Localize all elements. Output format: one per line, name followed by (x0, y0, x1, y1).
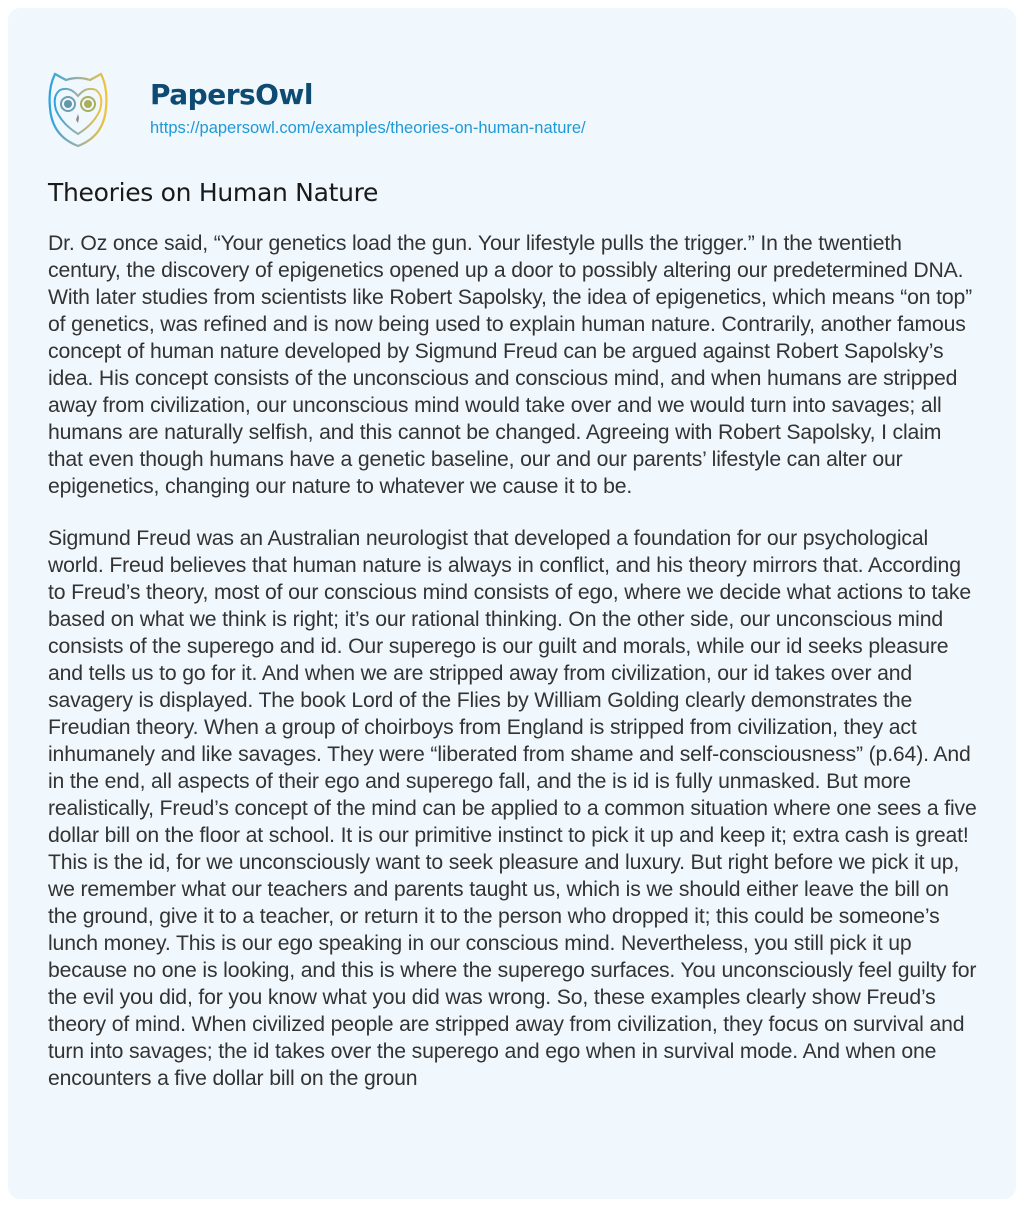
document-body (48, 230, 978, 1117)
brand-name: PapersOwl (150, 78, 313, 111)
source-url-link[interactable]: https://papersowl.com/examples/theories-on-human-nature/ (150, 119, 586, 137)
site-header (46, 58, 586, 158)
brand-block (150, 78, 586, 138)
page-title: Theories on Human Nature (48, 178, 379, 207)
owl-logo-icon (46, 66, 110, 150)
document-card (8, 8, 1016, 1199)
paragraph-2: Sigmund Freud was an Australian neurologist that developed a foundation for our psychological world. Freud believes that human nature is always in conflict, and his theory mirrors that. According to Freud’s theory, most of our conscious mind consists of ego, where we decide what actions to take based on what we think is right; it’s our rational thinking. On the other side, our unconscious mind consists of the superego and id. Our superego is our guilt and morals, while our id seeks pleasure and tells us to go for it. And when we are stripped away from civilization, our id takes over and savagery is displayed. The book Lord of the Flies by William Golding clearly demonstrates the Freudian theory. When a group of choirboys from England is stripped from civilization, they act inhumanely and like savages. They were “liberated from shame and self-consciousness” (p.64). And in the end, all aspects of their ego and superego fall, and the is id is fully unmasked. But more realistically, Freud’s concept of the mind can be applied to a common situation where one sees a five dollar bill on the floor at school. It is our primitive instinct to pick it up and keep it; extra cash is great! This is the id, for we unconsciously want to seek pleasure and luxury. But right before we pick it up, we remember what our teachers and parents taught us, which is we should either leave the bill on the ground, give it to a teacher, or return it to the person who dropped it; this could be someone’s lunch money. This is our ego speaking in our conscious mind. Nevertheless, you still pick it up because no one is looking, and this is where the superego surfaces. You unconsciously feel guilty for the evil you did, for you know what you did was wrong. So, these examples clearly show Freud’s theory of mind. When civilized people are stripped away from civilization, they focus on survival and turn into savages; the id takes over the superego and ego when in survival mode. And when one encounters a five dollar bill on the groun (48, 527, 977, 1090)
paragraph-1: Dr. Oz once said, “Your genetics load the gun. Your lifestyle pulls the trigger.” In the twentieth century, the discovery of epigenetics opened up a door to possibly altering our predetermined DNA. With later studies from scientists like Robert Sapolsky, the idea of epigenetics, which means “on top” of genetics, was refined and is now being used to explain human nature. Contrarily, another famous concept of human nature developed by Sigmund Freud can be argued against Robert Sapolsky’s idea. His concept consists of the unconscious and conscious mind, and when humans are stripped away from civilization, our unconscious mind would take over and we would turn into savages; all humans are naturally selfish, and this cannot be changed. Agreeing with Robert Sapolsky, I claim that even though humans have a genetic baseline, our and our parents’ lifestyle can alter our epigenetics, changing our nature to whatever we cause it to be. (48, 232, 973, 498)
